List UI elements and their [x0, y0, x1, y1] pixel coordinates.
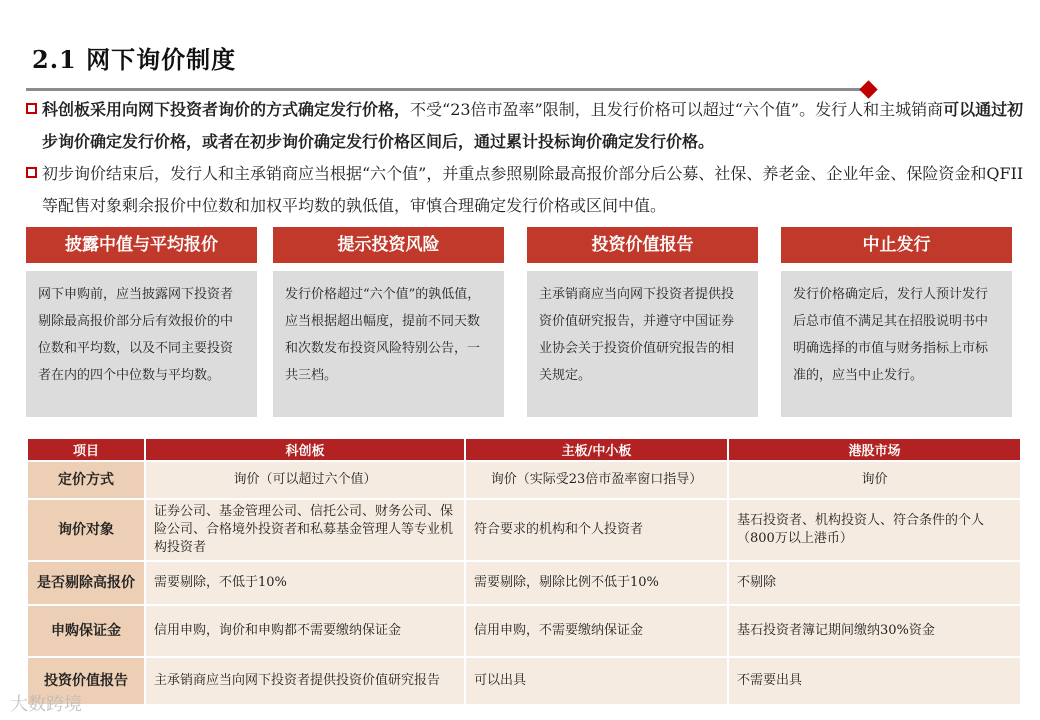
table-header: 科创板 [145, 438, 465, 461]
card-body: 发行价格确定后，发行人预计发行后总市值不满足其在招股说明书中明确选择的市值与财务指标上市标准的，应当中止发行。 [781, 271, 1012, 417]
bullet-text [26, 94, 1026, 158]
checkbox-square-icon [26, 167, 37, 178]
bullet-segment: 初步询价结束后，发行人和主承销商应当根据“六个值”，并重点参照剔除最高报价部分后公募、社保、养老金、企业年金、保险资金和QFII等配售对象剩余报价中位数和加权平均数的孰低值，审慎合理确定发行价格或区间中值。 [42, 164, 1024, 215]
table-row [27, 605, 1021, 657]
table-cell: 基石投资者簿记期间缴纳30%资金 [728, 605, 1021, 657]
table-cell: 需要剔除，不低于10% [145, 561, 465, 605]
table-header: 主板/中小板 [465, 438, 728, 461]
page-title: 2.1 网下询价制度 [32, 45, 237, 74]
table-cell: 信用申购，询价和申购都不需要缴纳保证金 [145, 605, 465, 657]
watermark-logo: 大数跨境 [10, 694, 82, 715]
checkbox-square-icon [26, 103, 37, 114]
table-cell: 不需要出具 [728, 657, 1021, 705]
row-label: 定价方式 [27, 461, 145, 499]
bullet-segment: 不受“23倍市盈率”限制，且发行价格可以超过“六个值”。发行人和主城销商 [410, 100, 944, 119]
card-title: 投资价值报告 [527, 227, 758, 263]
table-row [27, 657, 1021, 705]
bullet-item-2 [26, 158, 1026, 222]
bullet-text [26, 158, 1026, 222]
table-row [27, 499, 1021, 561]
card-title: 中止发行 [781, 227, 1012, 263]
table-header: 项目 [27, 438, 145, 461]
table-cell: 信用申购，不需要缴纳保证金 [465, 605, 728, 657]
card-body: 主承销商应当向网下投资者提供投资价值研究报告，并遵守中国证券业协会关于投资价值研究报告的相关规定。 [527, 271, 758, 417]
card-body: 发行价格超过“六个值”的孰低值，应当根据超出幅度，提前不同天数和次数发布投资风险特别公告，一共三档。 [273, 271, 504, 417]
card-body: 网下申购前，应当披露网下投资者剔除最高报价部分后有效报价的中位数和平均数，以及不同主要投资者在内的四个中位数与平均数。 [26, 271, 257, 417]
table-cell: 主承销商应当向网下投资者提供投资价值研究报告 [145, 657, 465, 705]
bullet-segment: 科创板采用向网下投资者询价的方式确定发行价格， [42, 100, 411, 119]
table-row [27, 461, 1021, 499]
card-title: 提示投资风险 [273, 227, 504, 263]
table-cell: 询价（可以超过六个值） [145, 461, 465, 499]
row-label: 申购保证金 [27, 605, 145, 657]
bullet-item-1 [26, 94, 1026, 158]
comparison-table [26, 437, 1022, 706]
table-cell: 基石投资者、机构投资人、符合条件的个人（800万以上港币） [728, 499, 1021, 561]
table-cell: 询价 [728, 461, 1021, 499]
row-label: 投资价值报告 [27, 657, 145, 705]
table-cell: 可以出具 [465, 657, 728, 705]
table-cell: 符合要求的机构和个人投资者 [465, 499, 728, 561]
row-label: 询价对象 [27, 499, 145, 561]
table-cell: 需要剔除，剔除比例不低于10% [465, 561, 728, 605]
table-cell: 不剔除 [728, 561, 1021, 605]
table-cell: 证券公司、基金管理公司、信托公司、财务公司、保险公司、合格境外投资者和私募基金管理人等专业机构投资者 [145, 499, 465, 561]
row-label: 是否剔除高报价 [27, 561, 145, 605]
card-title: 披露中值与平均报价 [26, 227, 257, 263]
table-row [27, 561, 1021, 605]
title-divider [26, 88, 868, 91]
table-cell: 询价（实际受23倍市盈率窗口指导） [465, 461, 728, 499]
table-header-row [27, 438, 1021, 461]
table-header: 港股市场 [728, 438, 1021, 461]
bullet-segment: 可以通过初步询价确定发行价格，或者在初步询价确定发行价格区间后，通过累计投标询价确定发行价格。 [42, 100, 1024, 151]
